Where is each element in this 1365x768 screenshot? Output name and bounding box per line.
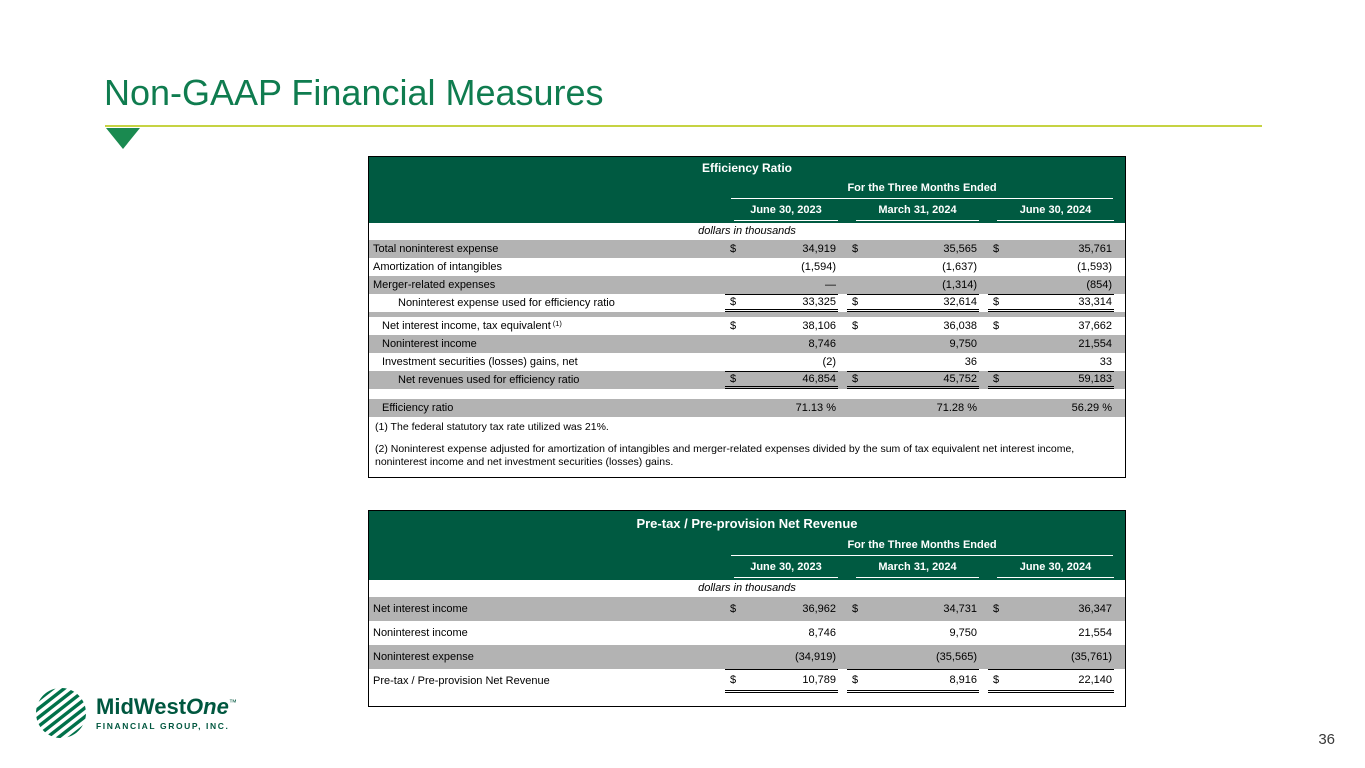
column-header: June 30, 2024 — [988, 561, 1123, 578]
cell-value: 36,962 — [802, 603, 836, 615]
row-label: Net revenues used for efficiency ratio — [398, 374, 580, 386]
value-cell — [847, 371, 988, 389]
header-spacer — [369, 539, 725, 556]
cell-value: 33 — [1099, 356, 1112, 368]
row-label: Pre-tax / Pre-provision Net Revenue — [373, 675, 550, 687]
value-cell — [725, 669, 847, 693]
value-cell — [847, 669, 988, 693]
cell-value: 8,746 — [808, 338, 836, 350]
cell-value: (35,761) — [1071, 651, 1112, 663]
value-cell — [847, 317, 988, 335]
header-spacer — [369, 204, 725, 221]
page-number: 36 — [1318, 731, 1335, 748]
dollar-sign: $ — [730, 320, 737, 332]
units-note: dollars in thousands — [369, 223, 1125, 240]
midwestone-logo — [34, 686, 237, 740]
cell-value: 37,662 — [1078, 320, 1112, 332]
value-cell — [847, 353, 988, 371]
dollar-sign: $ — [730, 243, 737, 255]
row-label: Total noninterest expense — [373, 243, 499, 255]
row-label: Efficiency ratio — [382, 402, 454, 414]
row-spacer — [369, 693, 1125, 706]
cell-value: (34,919) — [795, 651, 836, 663]
cell-value: 34,731 — [943, 603, 977, 615]
cell-value: 36,038 — [943, 320, 977, 332]
value-cell — [988, 294, 1123, 312]
cell-value: 10,789 — [802, 674, 836, 686]
period-header: For the Three Months Ended — [731, 539, 1113, 556]
value-cell — [988, 645, 1123, 669]
column-header: June 30, 2023 — [725, 561, 847, 578]
value-cell — [725, 399, 847, 417]
column-header: June 30, 2023 — [725, 204, 847, 221]
cell-value: (1,637) — [942, 261, 977, 273]
value-cell — [988, 371, 1123, 389]
dollar-sign: $ — [852, 296, 859, 308]
logo-text — [96, 693, 237, 731]
footnote: (1) The federal statutory tax rate utilized was 21%. — [375, 421, 609, 433]
table-row — [369, 353, 1125, 371]
title-divider-triangle-icon — [106, 128, 140, 149]
table-row — [369, 645, 1125, 669]
cell-value: 33,325 — [802, 296, 836, 308]
dollar-sign: $ — [993, 674, 1000, 686]
cell-value: (1,314) — [942, 279, 977, 291]
cell-value: 59,183 — [1078, 373, 1112, 385]
header-spacer — [369, 561, 725, 578]
row-label: Noninterest income — [382, 338, 477, 350]
cell-value: 32,614 — [943, 296, 977, 308]
cell-value: (35,565) — [936, 651, 977, 663]
cell-value: 35,761 — [1078, 243, 1112, 255]
cell-value: (2) — [822, 356, 836, 368]
trademark-symbol: ™ — [228, 697, 237, 707]
cell-value: 34,919 — [802, 243, 836, 255]
cell-value: 35,565 — [943, 243, 977, 255]
dollar-sign: $ — [730, 603, 737, 615]
cell-value: 71.28 % — [936, 402, 977, 414]
dollar-sign: $ — [852, 243, 859, 255]
value-cell — [988, 240, 1123, 258]
column-header: June 30, 2024 — [988, 204, 1123, 221]
value-cell — [725, 645, 847, 669]
value-cell — [988, 353, 1123, 371]
value-cell — [725, 317, 847, 335]
cell-value: 8,746 — [808, 627, 836, 639]
table-row — [369, 621, 1125, 645]
row-label: Amortization of intangibles — [373, 261, 503, 273]
value-cell — [988, 276, 1123, 294]
value-cell — [847, 294, 988, 312]
value-cell — [988, 669, 1123, 693]
value-cell — [847, 240, 988, 258]
dollar-sign: $ — [730, 373, 737, 385]
row-label: Net interest income, tax equivalent $^{(1)}$ — [382, 318, 562, 332]
efficiency-ratio-table — [368, 156, 1126, 478]
value-cell — [988, 317, 1123, 335]
dollar-sign: $ — [730, 296, 737, 308]
table-row — [369, 276, 1125, 294]
cell-value: (854) — [1086, 279, 1112, 291]
value-cell — [847, 399, 988, 417]
cell-value: 21,554 — [1078, 627, 1112, 639]
brand-name: MidWestOne™ — [96, 693, 237, 719]
column-header: March 31, 2024 — [847, 561, 988, 578]
value-cell — [725, 597, 847, 621]
dollar-sign: $ — [993, 296, 1000, 308]
cell-value: 36 — [964, 356, 977, 368]
table-header — [369, 157, 1125, 223]
table-row — [369, 335, 1125, 353]
units-note: dollars in thousands — [369, 580, 1125, 597]
value-cell — [847, 276, 988, 294]
value-cell — [988, 258, 1123, 276]
value-cell — [988, 399, 1123, 417]
dollar-sign: $ — [993, 603, 1000, 615]
row-label: Noninterest expense used for efficiency ratio — [398, 297, 615, 309]
value-cell — [725, 335, 847, 353]
value-cell — [988, 597, 1123, 621]
cell-value: 38,106 — [802, 320, 836, 332]
cell-value: 8,916 — [949, 674, 977, 686]
table-row — [369, 240, 1125, 258]
value-cell — [847, 621, 988, 645]
row-label: Noninterest income — [373, 627, 468, 639]
row-label: Net interest income — [373, 603, 468, 615]
cell-value: 36,347 — [1078, 603, 1112, 615]
table-row — [369, 399, 1125, 417]
cell-value: 71.13 % — [795, 402, 836, 414]
table-row — [369, 294, 1125, 312]
cell-value: 22,140 — [1078, 674, 1112, 686]
dollar-sign: $ — [993, 373, 1000, 385]
dollar-sign: $ — [852, 674, 859, 686]
value-cell — [847, 335, 988, 353]
value-cell — [988, 335, 1123, 353]
dollar-sign: $ — [730, 674, 737, 686]
footnote-marker: (1) — [552, 318, 562, 328]
footnote: (2) Noninterest expense adjusted for amortization of intangibles and merger-related expenses divided by the sum of tax equivalent net interest income, noninterest income and net investment securities (losses) gains. — [375, 442, 1075, 469]
value-cell — [725, 353, 847, 371]
value-cell — [725, 294, 847, 312]
midwestone-logo-icon — [34, 686, 88, 740]
cell-value: (1,594) — [801, 261, 836, 273]
period-header: For the Three Months Ended — [731, 182, 1113, 199]
logo-subtitle: FINANCIAL GROUP, INC. — [96, 720, 230, 731]
value-cell — [725, 276, 847, 294]
table-row — [369, 258, 1125, 276]
value-cell — [847, 258, 988, 276]
value-cell — [725, 621, 847, 645]
dollar-sign: $ — [993, 243, 1000, 255]
cell-value: 45,752 — [943, 373, 977, 385]
cell-value: 46,854 — [802, 373, 836, 385]
table-row — [369, 597, 1125, 621]
column-header: March 31, 2024 — [847, 204, 988, 221]
pretax-preprovision-table — [368, 510, 1126, 707]
row-label: Merger-related expenses — [373, 279, 496, 291]
dollar-sign: $ — [852, 320, 859, 332]
table-title: Pre-tax / Pre-provision Net Revenue — [636, 516, 858, 531]
cell-value: 21,554 — [1078, 338, 1112, 350]
table-header — [369, 511, 1125, 580]
cell-value: — — [825, 279, 836, 291]
table-row — [369, 317, 1125, 335]
header-spacer — [369, 182, 725, 199]
value-cell — [725, 258, 847, 276]
cell-value: (1,593) — [1077, 261, 1112, 273]
dollar-sign: $ — [852, 373, 859, 385]
cell-value: 9,750 — [949, 338, 977, 350]
table-row — [369, 669, 1125, 693]
value-cell — [847, 645, 988, 669]
dollar-sign: $ — [993, 320, 1000, 332]
page-title: Non-GAAP Financial Measures — [104, 72, 604, 113]
value-cell — [847, 597, 988, 621]
cell-value: 9,750 — [949, 627, 977, 639]
table-title: Efficiency Ratio — [701, 161, 793, 175]
row-label: Investment securities (losses) gains, net — [382, 356, 578, 368]
table-footnotes — [369, 417, 1125, 477]
row-label: Noninterest expense — [373, 651, 474, 663]
value-cell — [725, 371, 847, 389]
cell-value: 33,314 — [1078, 296, 1112, 308]
title-divider-line — [105, 125, 1262, 127]
value-cell — [725, 240, 847, 258]
cell-value: 56.29 % — [1071, 402, 1112, 414]
dollar-sign: $ — [852, 603, 859, 615]
row-spacer — [369, 389, 1125, 399]
table-row — [369, 371, 1125, 389]
value-cell — [988, 621, 1123, 645]
